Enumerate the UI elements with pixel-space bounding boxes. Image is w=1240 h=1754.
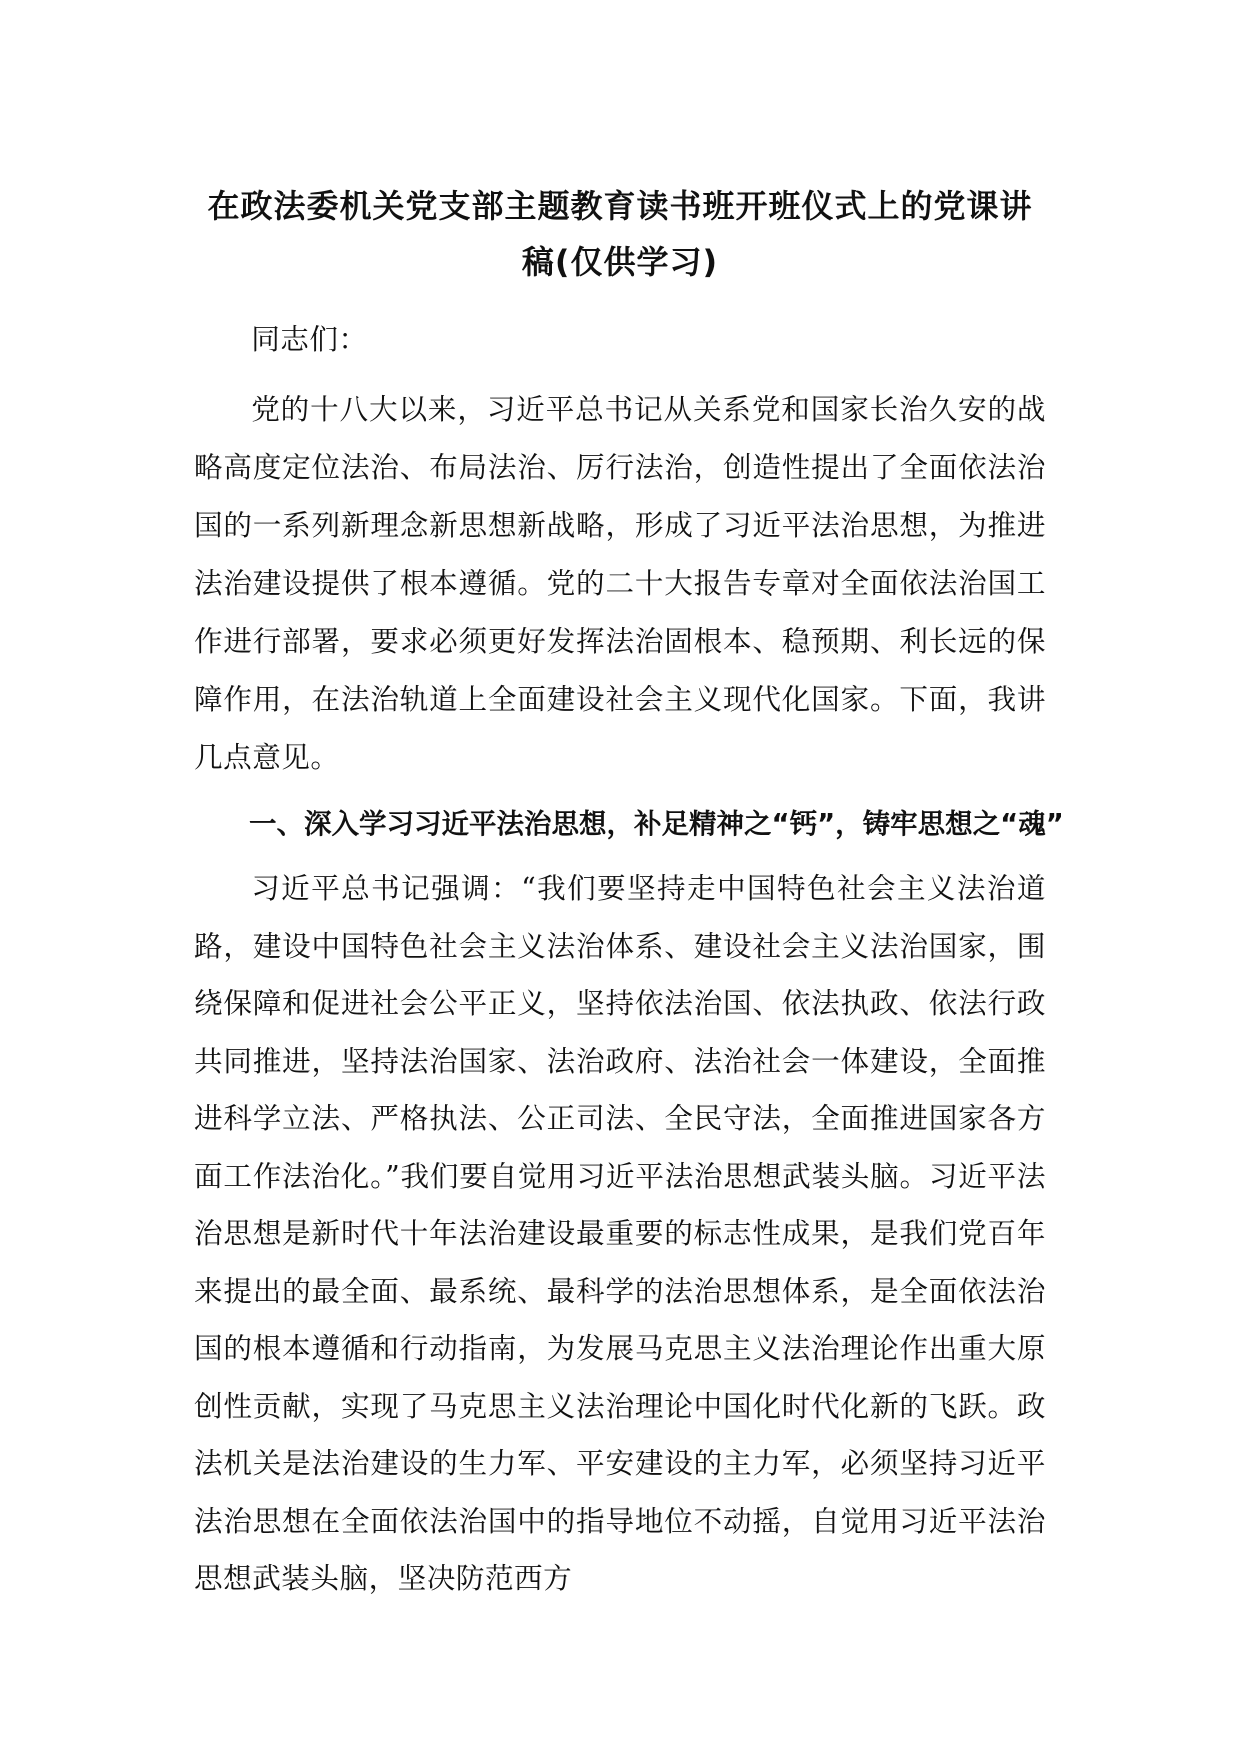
greeting: 同志们：	[251, 322, 368, 356]
title-line-1: 在政法委机关党支部主题教育读书班开班仪式上的党课讲	[207, 187, 1033, 225]
document-body	[194, 310, 1064, 1608]
document-title	[190, 178, 1050, 290]
paragraph-2: 习近平总书记强调：“我们要坚持走中国特色社会主义法治道路，建设中国特色社会主义法治体系、建设社会主义法治国家，围绕保障和促进社会公平正义，坚持依法治国、依法执政、依法行政共同推进，坚持法治国家、法治政府、法治社会一体建设，全面推进科学立法、严格执法、公正司法、全民守法，全面推进国家各方面工作法治化。”我们要自觉用习近平法治思想武装头脑。习近平法治思想是新时代十年法治建设最重要的标志性成果，是我们党百年来提出的最全面、最系统、最科学的法治思想体系，是全面依法治国的根本遵循和行动指南，为发展马克思主义法治理论作出重大原创性贡献，实现了马克思主义法治理论中国化时代化新的飞跃。政法机关是法治建设的生力军、平安建设的主力军，必须坚持习近平法治思想在全面依法治国中的指导地位不动摇，自觉用习近平法治思想武装头脑，坚决防范西方	[194, 871, 1046, 1595]
title-line-2: 稿(仅供学习)	[521, 243, 719, 281]
section-heading-1: 一、深入学习习近平法治思想，补足精神之“钙”，铸牢思想之“魂”	[249, 808, 1064, 840]
paragraph-1: 党的十八大以来，习近平总书记从关系党和国家长治久安的战略高度定位法治、布局法治、厉行法治，创造性提出了全面依法治国的一系列新理念新思想新战略，形成了习近平法治思想，为推进法治建设提供了根本遵循。党的二十大报告专章对全面依法治国工作进行部署，要求必须更好发挥法治固根本、稳预期、利长远的保障作用，在法治轨道上全面建设社会主义现代化国家。下面，我讲几点意见。	[194, 392, 1046, 774]
